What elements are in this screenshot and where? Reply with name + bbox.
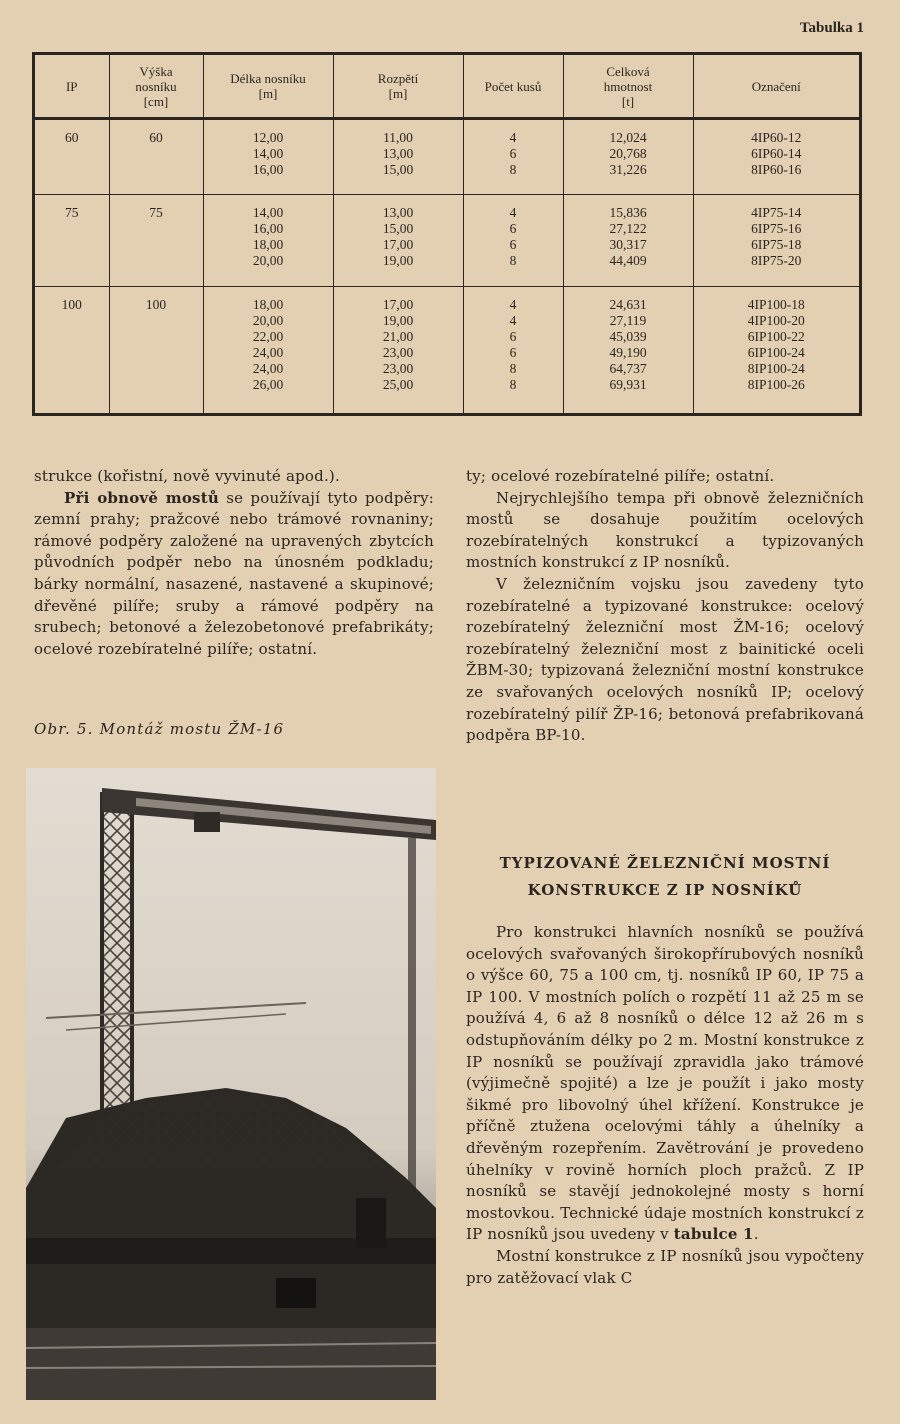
cell-line: Rozpětí bbox=[377, 71, 419, 86]
right-column-text-top bbox=[466, 466, 864, 747]
photo-bridge-assembly bbox=[26, 768, 436, 1400]
cell-line: 24,00 bbox=[252, 345, 284, 360]
col-header-height bbox=[109, 55, 203, 119]
cell-line: 17,00 bbox=[382, 237, 414, 252]
cell-line: 8 bbox=[509, 377, 517, 392]
cell-line: 27,119 bbox=[609, 313, 647, 328]
cell-line: 4IP60-12 bbox=[751, 130, 802, 145]
right-column-text-bottom bbox=[466, 922, 864, 1289]
cell-line: 6IP100-22 bbox=[747, 329, 805, 344]
cell-spans bbox=[333, 287, 463, 414]
cell-lengths bbox=[203, 119, 333, 195]
section-heading-line: KONSTRUKCE Z IP NOSNÍKŮ bbox=[527, 881, 803, 899]
cell-counts bbox=[463, 287, 563, 414]
cell-line: 4IP100-20 bbox=[747, 313, 805, 328]
cell-codes bbox=[693, 287, 859, 414]
cell-line: 18,00 bbox=[252, 297, 284, 312]
cell-line: 20,768 bbox=[609, 146, 647, 161]
cell-line: 23,00 bbox=[382, 361, 414, 376]
cell-line: 6 bbox=[509, 237, 517, 252]
data-table-frame bbox=[32, 52, 862, 416]
col-header-length bbox=[203, 55, 333, 119]
section-heading-line: TYPIZOVANÉ ŽELEZNIČNÍ MOSTNÍ bbox=[499, 854, 831, 872]
cell-line: Délka nosníku bbox=[230, 71, 306, 86]
cell-line: 4 bbox=[509, 205, 517, 220]
cell-line: 6 bbox=[509, 345, 517, 360]
cell-line: 19,00 bbox=[382, 253, 414, 268]
cell-line: 6IP75-16 bbox=[751, 221, 802, 236]
col-header-span bbox=[333, 55, 463, 119]
cell-line: 6IP60-14 bbox=[751, 146, 802, 161]
cell-line: 23,00 bbox=[382, 345, 414, 360]
cell-line: 25,00 bbox=[382, 377, 414, 392]
paragraph: Mostní konstrukce z IP nosníků jsou vypočteny pro zatěžovací vlak C bbox=[466, 1246, 864, 1287]
cell-line: [cm] bbox=[143, 93, 169, 109]
cell-line: 8IP100-24 bbox=[747, 361, 805, 376]
cell-line: 14,00 bbox=[252, 146, 284, 161]
cell-line: 20,00 bbox=[252, 313, 284, 328]
cell-counts bbox=[463, 195, 563, 287]
cell-line: 4 bbox=[509, 130, 517, 145]
cell-ip: 60 bbox=[35, 119, 109, 195]
cell-line: 12,00 bbox=[252, 130, 284, 145]
cell-line: 4IP100-18 bbox=[747, 297, 805, 312]
cell-line: 16,00 bbox=[252, 162, 284, 177]
cell-line: 20,00 bbox=[252, 253, 284, 268]
cell-line: 30,317 bbox=[609, 237, 647, 252]
cell-line: 8 bbox=[509, 361, 517, 376]
table-caption: Tabulka 1 bbox=[799, 20, 864, 36]
col-header-code bbox=[693, 55, 859, 119]
cell-line: 45,039 bbox=[609, 329, 647, 344]
cell-line: 6IP75-18 bbox=[751, 237, 802, 252]
paragraph: Nejrychlejšího tempa při obnově železničních mostů se dosahuje použitím ocelových rozebíratelných konstrukcí a typizovaných mostních konstrukcí z IP nosníků. bbox=[466, 488, 864, 572]
cell-line: 12,024 bbox=[609, 130, 647, 145]
cell-line: 31,226 bbox=[609, 162, 647, 177]
cell-line: 21,00 bbox=[382, 329, 414, 344]
cell-ip: 75 bbox=[35, 195, 109, 287]
cell-line: 11,00 bbox=[383, 130, 413, 145]
cell-line: 8IP60-16 bbox=[751, 162, 802, 177]
cell-line: 6 bbox=[509, 329, 517, 344]
cell-line: 13,00 bbox=[382, 205, 414, 220]
cell-line: IP bbox=[65, 78, 78, 94]
cell-line: 44,409 bbox=[609, 253, 647, 268]
cell-height: 100 bbox=[109, 287, 203, 414]
cell-line: 4IP75-14 bbox=[751, 205, 802, 220]
cell-line: Označení bbox=[751, 78, 801, 94]
cell-line: 15,836 bbox=[609, 205, 647, 220]
cell-line: Celková bbox=[606, 63, 650, 79]
cell-lengths bbox=[203, 195, 333, 287]
cell-line: 19,00 bbox=[382, 313, 414, 328]
cell-line: 6IP100-24 bbox=[747, 345, 805, 360]
bold-lead: Při obnově mostů bbox=[64, 488, 219, 507]
paragraph: ty; ocelové rozebíratelné pilíře; ostatní. bbox=[466, 467, 775, 485]
cell-line: 8 bbox=[509, 253, 517, 268]
col-header-weight bbox=[563, 55, 693, 119]
cell-spans bbox=[333, 119, 463, 195]
cell-line: 8IP100-26 bbox=[747, 377, 805, 392]
cell-line: 13,00 bbox=[382, 146, 414, 161]
cell-line: [t] bbox=[621, 93, 635, 109]
table-row bbox=[35, 195, 859, 287]
cell-line: 49,190 bbox=[609, 345, 647, 360]
cell-codes bbox=[693, 195, 859, 287]
cell-line: [m] bbox=[388, 86, 408, 101]
paragraph bbox=[34, 488, 434, 661]
data-table bbox=[35, 55, 859, 413]
cell-line: 8IP75-20 bbox=[751, 253, 802, 268]
cell-counts bbox=[463, 119, 563, 195]
cell-line: 4 bbox=[509, 313, 517, 328]
cell-line: 18,00 bbox=[252, 237, 284, 252]
cell-line: 22,00 bbox=[252, 329, 284, 344]
table-header-row bbox=[35, 55, 859, 119]
cell-line: Počet kusů bbox=[484, 78, 542, 94]
cell-line: 24,631 bbox=[609, 297, 647, 312]
cell-line: Výška bbox=[139, 63, 173, 79]
cell-ip: 100 bbox=[35, 287, 109, 414]
paragraph bbox=[466, 922, 864, 1246]
cell-line: 6 bbox=[509, 221, 517, 236]
photo-bridge-assembly-drawing bbox=[26, 768, 436, 1400]
cell-line: [m] bbox=[258, 86, 278, 101]
cell-line: 69,931 bbox=[609, 377, 647, 392]
cell-line: 16,00 bbox=[252, 221, 284, 236]
table-row bbox=[35, 119, 859, 195]
col-header-count bbox=[463, 55, 563, 119]
cell-line: 4 bbox=[509, 297, 517, 312]
cell-line: hmotnost bbox=[603, 78, 653, 94]
cell-spans bbox=[333, 195, 463, 287]
cell-line: 15,00 bbox=[382, 221, 414, 236]
paragraph-start: Pro konstrukci hlavních nosníků se používá ocelových svařovaných širokopřírubových nosníků o výšce 60, 75 a 100 cm, tj. nosníků IP 60, IP 75 a IP 100. V mostních polích o rozpětí 11 až 25 m se používá 4, 6 až 8 nosníků o délce 12 až 26 m s odstupňováním délky po 2 m. Mostní konstrukce z IP nosníků se používají zpravidla jako trámové (výjimečně spojité) a lze je použít i jako mosty šikmé pro libovolný úhel křížení. Konstrukce je příčně ztužena ocelovými táhly a úhelníky a dřevěným rozepřením. Zavětrování je provedeno úhelníky v rovině horních ploch pražců. Z IP nosníků se stavějí jednokolejné mosty s horní mostovkou. Technické údaje mostních konstrukcí z IP nosníků jsou uvedeny v bbox=[466, 923, 864, 1244]
cell-codes bbox=[693, 119, 859, 195]
cell-weights bbox=[563, 287, 693, 414]
cell-lengths bbox=[203, 287, 333, 414]
cell-line: 8 bbox=[509, 162, 517, 177]
cell-line: 14,00 bbox=[252, 205, 284, 220]
cell-weights bbox=[563, 119, 693, 195]
figure-caption: Obr. 5. Montáž mostu ŽM-16 bbox=[34, 720, 285, 738]
cell-height: 75 bbox=[109, 195, 203, 287]
cell-line: 17,00 bbox=[382, 297, 414, 312]
paragraph-end: . bbox=[753, 1225, 759, 1244]
table-reference: tabulce 1 bbox=[673, 1225, 754, 1244]
col-header-ip bbox=[35, 55, 109, 119]
cell-line: 15,00 bbox=[382, 162, 414, 177]
cell-line: 24,00 bbox=[252, 361, 284, 376]
paragraph: V železničním vojsku jsou zavedeny tyto rozebíratelné a typizované konstrukce: ocelový rozebíratelný železniční most ŽM-16; ocelový rozebíratelný železniční most z bainitické oceli ŽBM-30; typizovaná železniční mostní konstrukce ze svařovaných ocelových nosníků IP; ocelový rozebíratelný pilíř ŽP-16; betonová prefabrikovaná podpěra BP-10. bbox=[466, 574, 864, 745]
paragraph-rest: se používají tyto podpěry: zemní prahy; pražcové nebo trámové rovnaniny; rámové podpěry založené na upravených zbytcích původních podpěr nebo na únosném podkladu; bárky normální, nasazené, nastavené a skupinové; dřevěné pilíře; sruby a rámové podpěry na srubech; betonové a železobetonové prefabrikáty; ocelové rozebíratelné pilíře; ostatní. bbox=[34, 488, 434, 658]
cell-line: 26,00 bbox=[252, 377, 284, 392]
table-row bbox=[35, 287, 859, 414]
cell-height: 60 bbox=[109, 119, 203, 195]
left-column-text bbox=[34, 466, 434, 660]
section-heading bbox=[466, 850, 864, 904]
cell-line: 6 bbox=[509, 146, 517, 161]
paragraph: strukce (kořistní, nově vyvinuté apod.). bbox=[34, 467, 340, 485]
cell-line: 27,122 bbox=[609, 221, 647, 236]
cell-weights bbox=[563, 195, 693, 287]
cell-line: nosníku bbox=[135, 78, 177, 94]
cell-line: 64,737 bbox=[609, 361, 647, 376]
